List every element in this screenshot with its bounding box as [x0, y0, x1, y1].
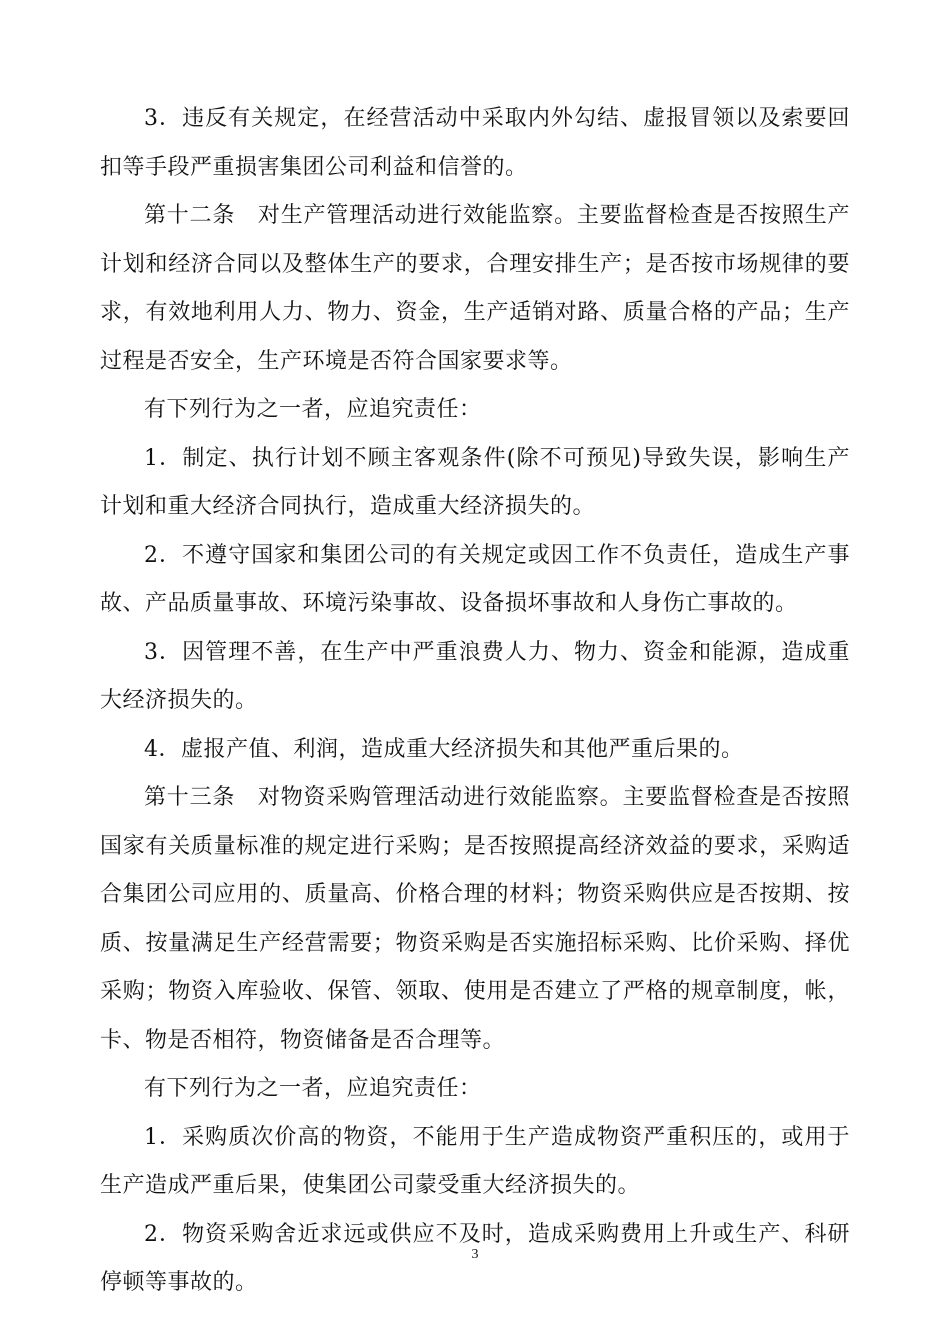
paragraph-item-3-waste: 3．因管理不善，在生产中严重浪费人力、物力、资金和能源，造成重大经济损失的。 — [100, 639, 850, 713]
paragraph-liability-intro: 有下列行为之一者，应追究责任： — [144, 1076, 482, 1101]
document-body — [100, 95, 850, 1308]
paragraph-article-12: 第十二条 对生产管理活动进行效能监察。主要监督检查是否按照生产计划和经济合同以及整体生产的要求，合理安排生产；是否按市场规律的要求，有效地利用人力、物力、资金，生产适销对路、质量合格的产品；生产过程是否安全，生产环境是否符合国家要求等。 — [100, 203, 850, 374]
paragraph-article-13: 第十三条 对物资采购管理活动进行效能监察。主要监督检查是否按照国家有关质量标准的规定进行采购；是否按照提高经济效益的要求，采购适合集团公司应用的、质量高、价格合理的材料；物资采购供应是否按期、按质、按量满足生产经营需要；物资采购是否实施招标采购、比价采购、择优采购；物资入库验收、保管、领取、使用是否建立了严格的规章制度，帐，卡、物是否相符，物资储备是否合理等。 — [100, 785, 850, 1053]
paragraph-item-4-false-report: 4．虚报产值、利润，造成重大经济损失和其他严重后果的。 — [144, 736, 744, 762]
page-number: 3 — [471, 1247, 479, 1262]
paragraph-item-1-procurement: 1．采购质次价高的物资，不能用于生产造成物资严重积压的，或用于生产造成严重后果，使集团公司蒙受重大经济损失的。 — [100, 1124, 850, 1198]
paragraph-item-3-fraud: 3．违反有关规定，在经营活动中采取内外勾结、虚报冒领以及索要回扣等手段严重损害集团公司利益和信誉的。 — [100, 106, 850, 180]
paragraph-item-2-accidents: 2．不遵守国家和集团公司的有关规定或因工作不负责任，造成生产事故、产品质量事故、环境污染事故、设备损坏事故和人身伤亡事故的。 — [100, 542, 850, 616]
paragraph-item-1-planning: 1．制定、执行计划不顾主客观条件(除不可预见)导致失误，影响生产计划和重大经济合同执行，造成重大经济损失的。 — [100, 445, 850, 519]
paragraph-item-2-supply: 2．物资采购舍近求远或供应不及时，造成采购费用上升或生产、科研停顿等事故的。 — [100, 1221, 850, 1295]
paragraph-liability-intro: 有下列行为之一者，应追究责任： — [144, 397, 482, 422]
